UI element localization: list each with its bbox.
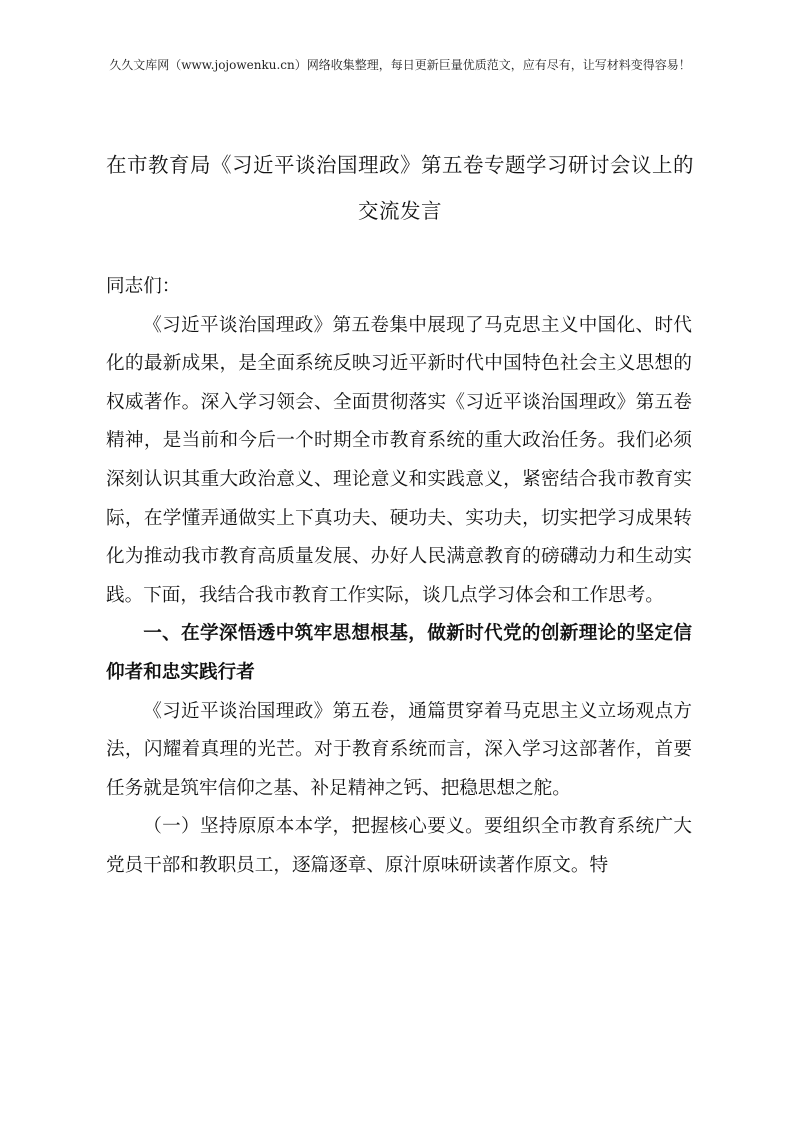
intro-paragraph: 《习近平谈治国理政》第五卷集中展现了马克思主义中国化、时代化的最新成果，是全面系统反映习近平新时代中国特色社会主义思想的权威著作。深入学习领会、全面贯彻落实《习近平谈治国理政》第五卷精神，是当前和今后一个时期全市教育系统的重大政治任务。我们必须深刻认识其重大政治意义、理论意义和实践意义，紧密结合我市教育实际，在学懂弄通做实上下真功夫、硬功夫、实功夫，切实把学习成果转化为推动我市教育高质量发展、办好人民满意教育的磅礴动力和生动实践。下面，我结合我市教育工作实际，谈几点学习体会和工作思考。 [106,314,692,606]
document-body [106,268,692,886]
source-header: 久久文库网（www.jojowenku.cn）网络收集整理，每日更新巨量优质范文，应有尽有，让写材料变得容易！ [109,58,691,72]
section-heading: 一、在学深悟透中筑牢思想根基，做新时代党的创新理论的坚定信仰者和忠实践行者 [106,623,692,683]
subsection-paragraph: （一）坚持原原本本学，把握核心要义。要组织全市教育系统广大党员干部和教职员工，逐篇逐章、原汁原味研读著作原文。特 [106,816,692,876]
section-paragraph: 《习近平谈治国理政》第五卷，通篇贯穿着马克思主义立场观点方法，闪耀着真理的光芒。对于教育系统而言，深入学习这部著作，首要任务就是筑牢信仰之基、补足精神之钙、把稳思想之舵。 [106,700,692,799]
salutation: 同志们： [106,276,181,297]
document-title: 在市教育局《习近平谈治国理政》第五卷专题学习研讨会议上的交流发言 [106,153,694,223]
